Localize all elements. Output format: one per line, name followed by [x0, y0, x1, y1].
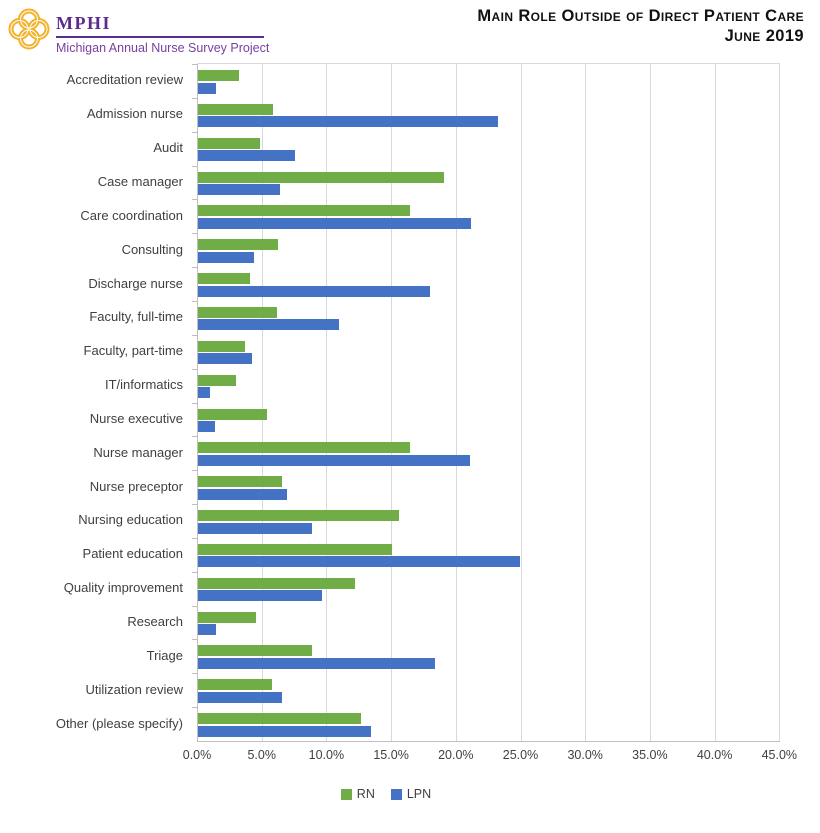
- gridline: [326, 64, 327, 741]
- gridline: [779, 64, 780, 741]
- x-axis-tick-label: 45.0%: [761, 748, 798, 762]
- category-label: Audit: [153, 140, 183, 156]
- x-axis-tick-label: 20.0%: [438, 748, 474, 762]
- category-label: Quality improvement: [63, 580, 183, 596]
- legend: [0, 787, 772, 801]
- category-label: Nurse preceptor: [89, 478, 183, 494]
- logo-brand: MPHI: [56, 13, 111, 33]
- rn-bar: [198, 205, 410, 216]
- rn-bar: [198, 172, 444, 183]
- rn-bar: [198, 679, 272, 690]
- lpn-bar: [198, 455, 470, 466]
- y-axis-tick: [192, 301, 197, 302]
- y-axis-tick: [192, 132, 197, 133]
- category-label: Care coordination: [80, 207, 183, 223]
- rn-bar: [198, 104, 273, 115]
- rn-bar: [198, 138, 260, 149]
- lpn-bar: [198, 387, 210, 398]
- rn-bar: [198, 375, 236, 386]
- x-axis-tick-label: 5.0%: [247, 748, 276, 762]
- lpn-bar: [198, 286, 430, 297]
- gridline: [521, 64, 522, 741]
- legend-item-rn: [341, 787, 375, 801]
- lpn-bar: [198, 421, 215, 432]
- gridline: [456, 64, 457, 741]
- category-label: Discharge nurse: [88, 275, 183, 291]
- y-axis-tick: [192, 369, 197, 370]
- y-axis-tick: [192, 470, 197, 471]
- rn-bar: [198, 544, 392, 555]
- y-axis-tick: [192, 98, 197, 99]
- lpn-bar: [198, 726, 371, 737]
- gridline: [262, 64, 263, 741]
- category-label: Utilization review: [85, 681, 183, 697]
- y-axis-tick: [192, 166, 197, 167]
- y-axis-tick: [192, 606, 197, 607]
- x-axis-tick-label: 15.0%: [373, 748, 409, 762]
- y-axis-tick: [192, 267, 197, 268]
- category-label: Nurse executive: [89, 410, 183, 426]
- rn-bar: [198, 442, 410, 453]
- lpn-bar: [198, 150, 295, 161]
- x-axis-tick-label: 0.0%: [182, 748, 212, 762]
- category-label: Accreditation review: [66, 72, 183, 88]
- y-axis-tick: [192, 572, 197, 573]
- y-axis-tick: [192, 403, 197, 404]
- lpn-bar: [198, 83, 216, 94]
- plot-area: [197, 63, 780, 742]
- rn-bar: [198, 510, 399, 521]
- y-axis-tick: [192, 335, 197, 336]
- y-axis-tick: [192, 233, 197, 234]
- x-axis-tick-label: 10.0%: [308, 748, 345, 762]
- y-axis-tick: [192, 673, 197, 674]
- rn-bar: [198, 341, 245, 352]
- y-axis-tick: [192, 199, 197, 200]
- lpn-bar: [198, 624, 216, 635]
- rn-bar: [198, 713, 361, 724]
- legend-item-lpn: [391, 787, 431, 801]
- category-label: Faculty, part-time: [83, 343, 183, 359]
- gridline: [650, 64, 651, 741]
- chart-title-line1: Main Role Outside of Direct Patient Care: [477, 7, 804, 25]
- y-axis-tick: [192, 639, 197, 640]
- legend-swatch-lpn: [391, 789, 402, 800]
- category-label: Admission nurse: [86, 106, 183, 122]
- category-label: Nurse manager: [93, 444, 183, 460]
- category-label: Case manager: [97, 173, 183, 189]
- lpn-bar: [198, 556, 520, 567]
- chart-title-line2: June 2019: [724, 27, 804, 46]
- category-label: Research: [127, 614, 183, 630]
- category-label: Faculty, full-time: [89, 309, 183, 325]
- lpn-bar: [198, 590, 322, 601]
- legend-swatch-rn: [341, 789, 352, 800]
- y-axis-tick: [192, 504, 197, 505]
- rn-bar: [198, 645, 312, 656]
- lpn-bar: [198, 218, 471, 229]
- y-axis-tick: [192, 64, 197, 65]
- category-label: Triage: [146, 647, 183, 663]
- category-label: Patient education: [82, 546, 183, 562]
- lpn-bar: [198, 489, 287, 500]
- lpn-bar: [198, 523, 312, 534]
- rn-bar: [198, 307, 277, 318]
- rn-bar: [198, 578, 355, 589]
- rn-bar: [198, 476, 282, 487]
- y-axis-tick: [192, 538, 197, 539]
- lpn-bar: [198, 319, 339, 330]
- legend-label: LPN: [406, 787, 432, 801]
- x-axis-tick-label: 35.0%: [632, 748, 668, 762]
- rn-bar: [198, 70, 239, 81]
- y-axis-tick: [192, 707, 197, 708]
- x-axis-tick-label: 25.0%: [502, 748, 539, 762]
- category-label: IT/informatics: [104, 377, 183, 393]
- lpn-bar: [198, 658, 435, 669]
- rn-bar: [198, 239, 278, 250]
- rn-bar: [198, 612, 256, 623]
- legend-label: RN: [356, 787, 375, 801]
- y-axis-tick: [192, 436, 197, 437]
- rn-bar: [198, 273, 250, 284]
- lpn-bar: [198, 184, 280, 195]
- lpn-bar: [198, 116, 498, 127]
- category-label: Nursing education: [78, 512, 183, 528]
- rn-bar: [198, 409, 267, 420]
- lpn-bar: [198, 252, 254, 263]
- category-label: Consulting: [121, 241, 183, 257]
- logo-subtitle: Michigan Annual Nurse Survey Project: [56, 41, 270, 55]
- y-axis-line: [197, 64, 198, 741]
- x-axis-tick-label: 30.0%: [567, 748, 603, 762]
- x-axis-tick-label: 40.0%: [696, 748, 733, 762]
- gridline: [715, 64, 716, 741]
- lpn-bar: [198, 353, 252, 364]
- lpn-bar: [198, 692, 282, 703]
- category-label: Other (please specify): [55, 715, 183, 731]
- gridline: [585, 64, 586, 741]
- gridline: [391, 64, 392, 741]
